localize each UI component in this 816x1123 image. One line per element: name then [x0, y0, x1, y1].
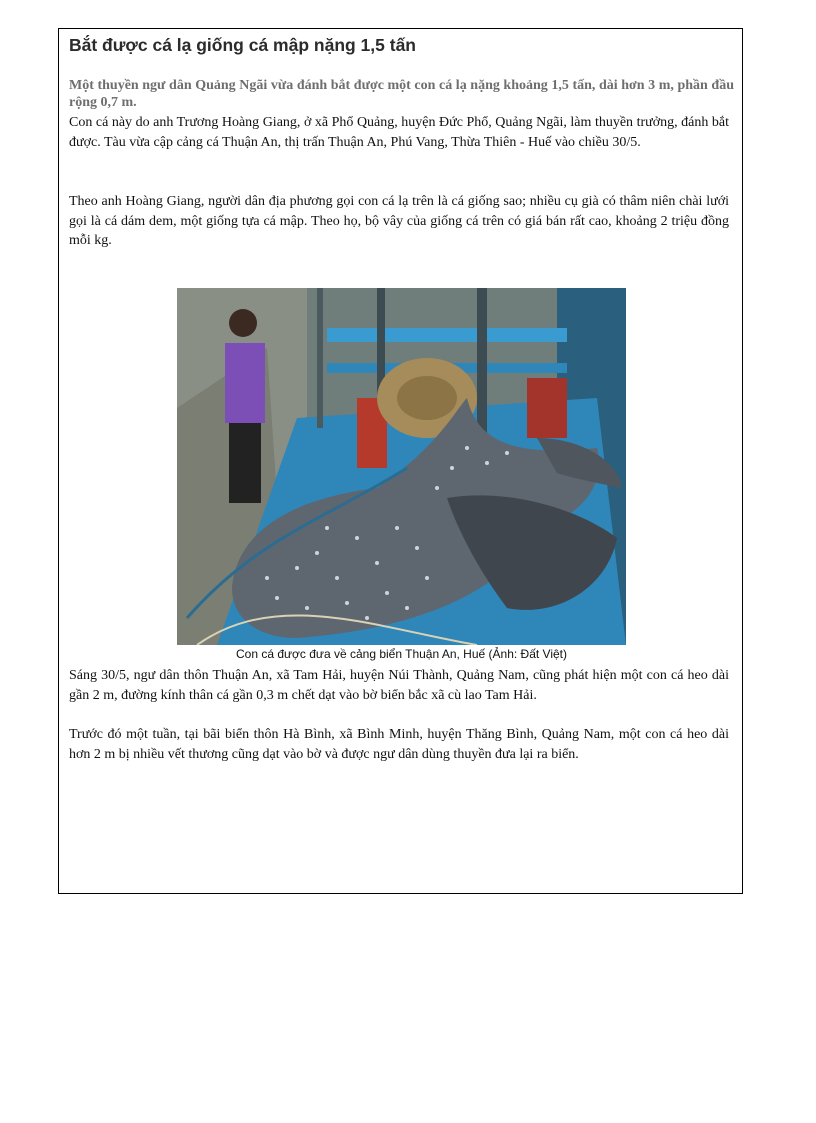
- article-paragraph-2: Theo anh Hoàng Giang, người dân địa phương gọi con cá lạ trên là cá giống sao; nhiều cụ già có thâm niên chài lưới gọi là cá dám dem, một giống tựa cá mập. Theo họ, bộ vây của giống cá trên có giá bán rất cao, khoảng 2 triệu đồng mỗi kg.: [69, 194, 729, 248]
- article-paragraph-4: Trước đó một tuần, tại bãi biển thôn Hà Bình, xã Bình Minh, huyện Thăng Bình, Quảng Nam, một con cá heo dài hơn 2 m bị nhiều vết thương cũng dạt vào bờ và được ngư dân dùng thuyền đưa lại ra biển.: [69, 727, 729, 762]
- photo-illustration: [177, 288, 626, 645]
- whale-shark-photo: [177, 288, 626, 645]
- article-frame: [58, 28, 743, 894]
- article-title: Bắt được cá lạ giống cá mập nặng 1,5 tấn: [69, 35, 417, 55]
- article-paragraph-1: Con cá này do anh Trương Hoàng Giang, ở xã Phổ Quảng, huyện Đức Phổ, Quảng Ngãi, làm thuyền trưởng, đánh bắt được. Tàu vừa cập cảng cá Thuận An, thị trấn Thuận An, Phú Vang, Thừa Thiên - Huế vào chiều 30/5.: [69, 115, 729, 150]
- photo-caption: Con cá được đưa về cảng biển Thuận An, Huế (Ảnh: Đất Việt): [235, 647, 568, 661]
- article-paragraph-3: Sáng 30/5, ngư dân thôn Thuận An, xã Tam Hải, huyện Núi Thành, Quảng Nam, cũng phát hiện một con cá heo dài gần 2 m, đường kính thân cá gần 0,3 m chết dạt vào bờ biển bắc xã cù lao Tam Hải.: [69, 668, 729, 703]
- article-lead: Một thuyền ngư dân Quảng Ngãi vừa đánh bắt được một con cá lạ nặng khoảng 1,5 tấn, dài hơn 3 m, phần đầu rộng 0,7 m.: [69, 78, 734, 110]
